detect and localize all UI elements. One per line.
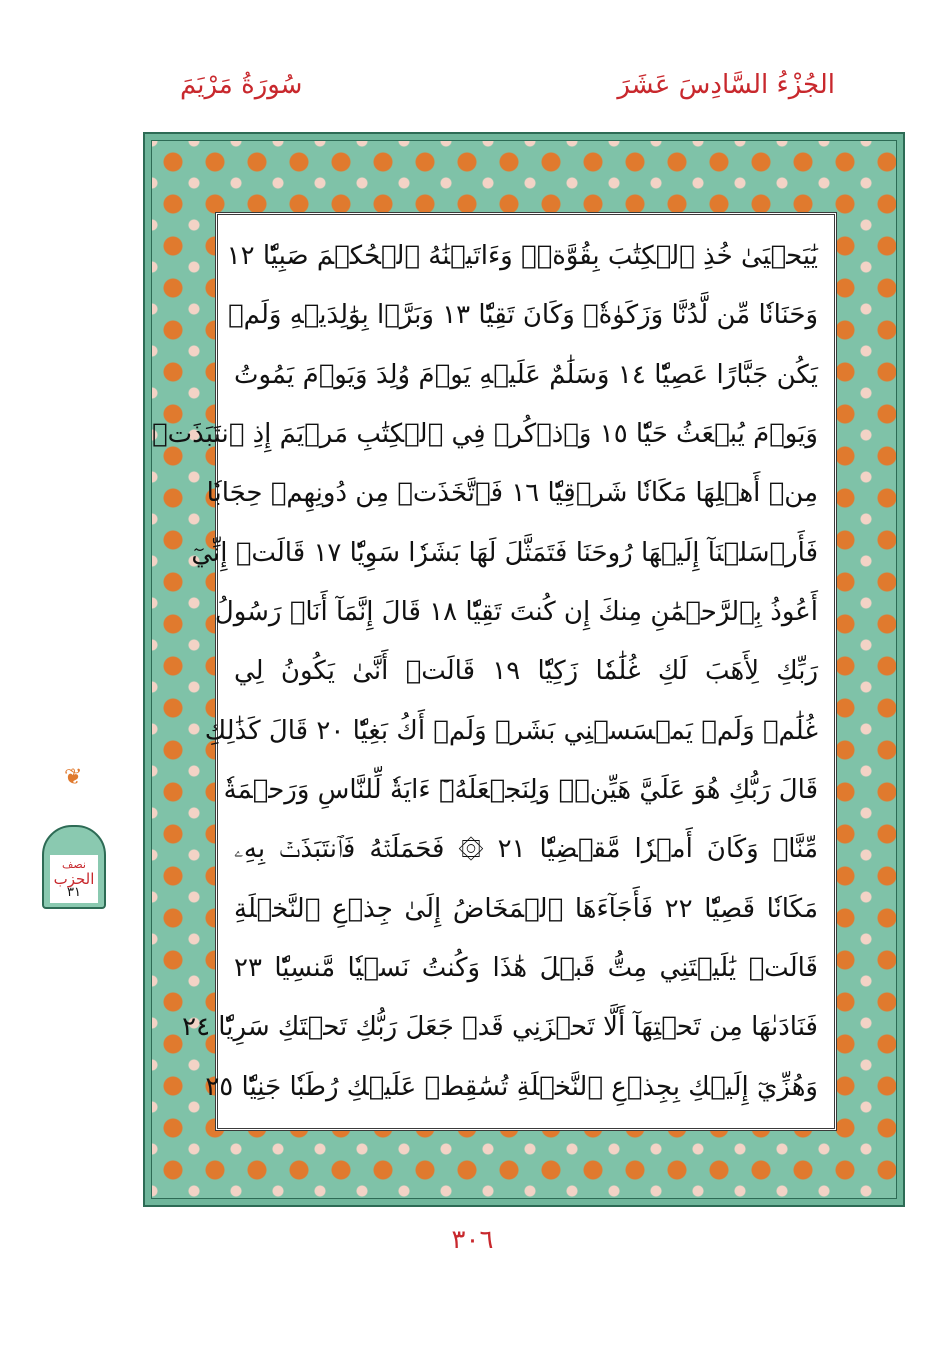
juz-title: الجُزْءُ السَّادِسَ عَشَرَ	[617, 70, 835, 100]
quran-text	[152, 229, 819, 1114]
text-line: مِّنَّاۚ وَكَانَ أَمۡرٗا مَّقۡضِيّٗا ٢١ ۞ فَحَمَلَتۡهُ فَٱنتَبَذَتۡ بِهِۦ	[234, 834, 818, 865]
text-line: وَيَوۡمَ يُبۡعَثُ حَيّٗا ١٥ وَٱذۡكُرۡ فِي ٱلۡكِتَٰبِ مَرۡيَمَ إِذِ ٱنتَبَذَتۡ	[152, 419, 818, 450]
text-line: فَأَرۡسَلۡنَآ إِلَيۡهَا رُوحَنَا فَتَمَثَّلَ لَهَا بَشَرٗا سَوِيّٗا ١٧ قَالَتۡ إِنِّيٓ	[191, 537, 818, 568]
text-line: مَكَانٗا قَصِيّٗا ٢٢ فَأَجَآءَهَا ٱلۡمَخَاضُ إِلَىٰ جِذۡعِ ٱلنَّخۡلَةِ	[234, 893, 819, 924]
ornamental-frame	[143, 132, 905, 1207]
text-line: يَكُن جَبَّارًا عَصِيّٗا ١٤ وَسَلَٰمٌ عَلَيۡهِ يَوۡمَ وُلِدَ وَيَوۡمَ يَمُوتُ	[234, 359, 818, 390]
hizb-marker	[38, 765, 118, 915]
text-line: قَالَتۡ يَٰلَيۡتَنِي مِتُّ قَبۡلَ هَٰذَا وَكُنتُ نَسۡيٗا مَّنسِيّٗا ٢٣	[234, 953, 818, 984]
hizb-label: الحزب	[53, 870, 95, 888]
hizb-marker-frame	[42, 825, 106, 909]
text-line: وَهُزِّيٓ إِلَيۡكِ بِجِذۡعِ ٱلنَّخۡلَةِ تُسَٰقِطۡ عَلَيۡكِ رُطَبٗا جَنِيّٗا ٢٥	[205, 1071, 818, 1102]
page-number: ٣٠٦	[451, 1225, 494, 1255]
hizb-number: ٣١	[67, 885, 81, 900]
hizb-half-label: نصف	[62, 858, 86, 871]
text-line: أَعُوذُ بِٱلرَّحۡمَٰنِ مِنكَ إِن كُنتَ تَقِيّٗا ١٨ قَالَ إِنَّمَآ أَنَا۠ رَسُولُ	[214, 597, 818, 628]
hizb-marker-label	[50, 855, 98, 903]
text-line: فَنَادَىٰهَا مِن تَحۡتِهَآ أَلَّا تَحۡزَنِي قَدۡ جَعَلَ رَبُّكِ تَحۡتَكِ سَرِيّٗا ٢٤	[182, 1012, 818, 1043]
text-line: رَبِّكِ لِأَهَبَ لَكِ غُلَٰمٗا زَكِيّٗا ١٩ قَالَتۡ أَنَّىٰ يَكُونُ لِي	[234, 656, 818, 687]
text-panel	[152, 212, 837, 1131]
fleuron-icon: ❦	[64, 765, 83, 790]
text-line: يَٰيَحۡيَىٰ خُذِ ٱلۡكِتَٰبَ بِقُوَّةٖۖ وَءَاتَيۡنَٰهُ ٱلۡحُكۡمَ صَبِيّٗا ١٢	[226, 241, 818, 271]
text-line: قَالَ رَبُّكِ هُوَ عَلَيَّ هَيِّنٞۖ وَلِنَجۡعَلَهُۥٓ ءَايَةٗ لِّلنَّاسِ وَرَحۡمَةٗ	[223, 775, 818, 806]
text-line: غُلَٰمٞ وَلَمۡ يَمۡسَسۡنِي بَشَرٞ وَلَمۡ أَكُ بَغِيّٗا ٢٠ قَالَ كَذَٰلِكِ	[204, 715, 818, 746]
text-line: وَحَنَانٗا مِّن لَّدُنَّا وَزَكَوٰةٗۖ وَكَانَ تَقِيّٗا ١٣ وَبَرَّۢا بِوَٰلِدَيۡهِ وَلَمۡ	[228, 300, 818, 331]
text-line: مِنۡ أَهۡلِهَا مَكَانٗا شَرۡقِيّٗا ١٦ فَٱتَّخَذَتۡ مِن دُونِهِمۡ حِجَابٗا	[206, 478, 818, 509]
surah-name: سُورَةُ مَرْيَمَ	[180, 70, 303, 100]
page-header	[0, 70, 945, 110]
